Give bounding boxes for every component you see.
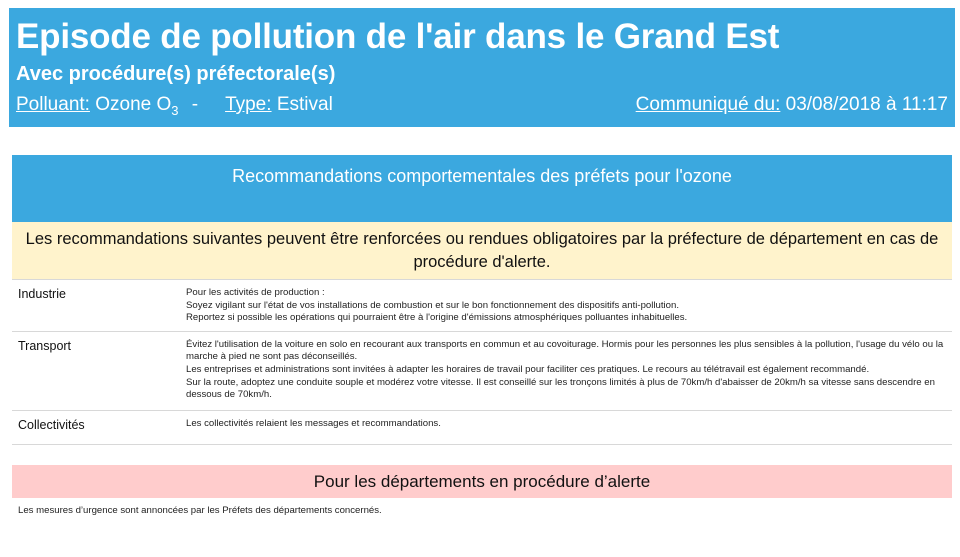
polluant-value: Ozone O bbox=[95, 94, 172, 115]
row-category: Collectivités bbox=[18, 417, 85, 432]
table-row bbox=[12, 331, 952, 410]
communique-label: Communiqué du: bbox=[635, 94, 781, 115]
row-line: Soyez vigilant sur l'état de vos installations de combustion et sur le bon fonctionnement des dispositifs anti-pollution. bbox=[186, 299, 679, 311]
row-text bbox=[186, 331, 952, 410]
type-value: Estival bbox=[276, 94, 333, 115]
recommendations-warning: Les recommandations suivantes peuvent être renforcées ou rendues obligatoires par la préfecture de département en cas de procédure d'alerte. bbox=[12, 222, 952, 279]
recommendations-title: Recommandations comportementales des préfets pour l'ozone bbox=[12, 155, 952, 222]
type-label: Type: bbox=[225, 94, 272, 115]
row-line: Reportez si possible les opérations qui pourraient être à l'origine d'émissions atmosphériques polluantes inhabituelles. bbox=[186, 312, 688, 324]
meta-separator: - bbox=[191, 94, 199, 115]
row-text bbox=[186, 280, 952, 332]
row-category: Transport bbox=[18, 338, 72, 353]
alert-text: Les mesures d’urgence sont annoncées par les Préfets des départements concernés. bbox=[18, 505, 382, 516]
page-header bbox=[9, 8, 955, 127]
row-line: Les collectivités relaient les messages et recommandations. bbox=[186, 417, 441, 429]
page-subtitle: Avec procédure(s) préfectorale(s) bbox=[16, 63, 336, 85]
row-category: Industrie bbox=[18, 287, 66, 301]
row-text bbox=[186, 410, 952, 444]
polluant-subscript: 3 bbox=[171, 102, 179, 118]
row-line: Sur la route, adoptez une conduite souple et modérez votre vitesse. Il est conseillé sur les tronçons limités à plus de 70km/h d'abaisser de 20km/h sa vitesse sans descendre en dessous de 70km/h. bbox=[186, 376, 935, 401]
table-row bbox=[12, 280, 952, 332]
table-row bbox=[12, 410, 952, 444]
row-line: Évitez l'utilisation de la voiture en solo en recourant aux transports en commun et au covoiturage. Hormis pour les personnes les plus sensibles à la pollution, l'usage du vélo ou la marche à pied ne sont pas déconseillés. bbox=[186, 338, 944, 363]
polluant-label: Polluant: bbox=[16, 94, 90, 115]
communique-value: 03/08/2018 à 11:17 bbox=[785, 94, 948, 115]
page-title: Episode de pollution de l'air dans le Grand Est bbox=[16, 17, 780, 56]
alert-title-banner: Pour les départements en procédure d’alerte bbox=[12, 465, 952, 498]
pollutant-info bbox=[16, 92, 333, 124]
row-line: Pour les activités de production : bbox=[186, 287, 325, 298]
row-line: Les entreprises et administrations sont invitées à adapter les horaires de travail pour faciliter ces pratiques. Le recours au télétravail est également recommandé. bbox=[186, 363, 870, 375]
communique-info bbox=[636, 92, 948, 124]
header-meta bbox=[16, 92, 948, 124]
recommendations-table bbox=[12, 279, 952, 445]
recommendations-section bbox=[12, 155, 952, 445]
